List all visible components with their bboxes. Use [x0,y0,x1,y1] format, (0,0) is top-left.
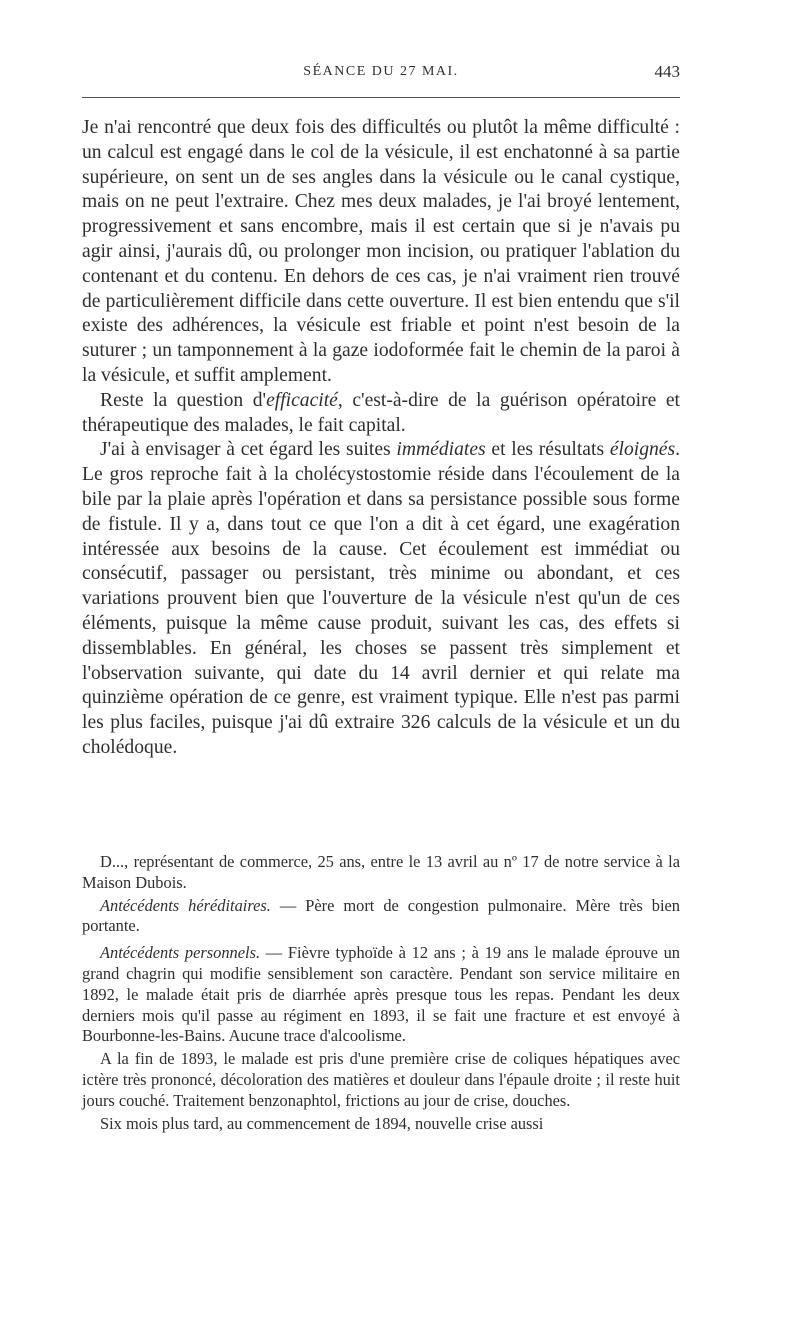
header-rule [82,97,680,98]
page-number: 443 [654,62,680,81]
running-header [82,62,680,88]
main-text [82,116,680,761]
second-crisis-paragraph: Six mois plus tard, au commencement de 1894, nouvelle crise aussi [100,1113,544,1133]
results-text-end: . Le gros reproche fait à la cholécystostomie réside dans l'écoulement de la bile par la plaie après l'opération et dans sa persistance possible sous forme de fistule. Il y a, dans tout ce que l'on a dit à cet égard, une exagération intéressée aux besoins de la cause. Cet écoulement est immédiat ou consécutif, passager ou persistant, très minime ou abondant, et ces variations prouvent bien que l'ouverture de la vésicule n'est qu'un de ces éléments, puisque la même cause produit, suivant les cas, des effets si dissemblables. En général, les choses se passent très simplement et l'observation suivante, qui date du 14 avril dernier et qui relate ma quinzième opération de ce genre, est vraiment typique. Elle n'est pas parmi les plus faciles, puisque j'ai dû extraire 326 calculs de la vésicule et un du cholédoque. [82,439,681,758]
observation-intro: D..., représentant de commerce, 25 ans, entre le 13 avril au nº 17 de notre service à la Maison Dubois. [82,852,680,892]
personal-text: — Fièvre typhoïde à 12 ans ; à 19 ans le malade éprouve un grand chagrin qui modifie sensiblement son caractère. Pendant son service militaire en 1892, le malade était pris de diarrhée après presque tous les repas. Pendant les deux derniers mois qu'il passe au régiment en 1893, il se fait une fracture et est envoyé à Bourbonne-les-Bains. Aucune trace d'alcoolisme. [82,943,680,1046]
efficacy-emphasis: efficacité [266,389,338,411]
hereditary-text: — Père mort de congestion pulmonaire. Mère très bien portante. [82,895,681,936]
efficacy-text-end: , c'est-à-dire de la guérison opératoire et thérapeutique des malades, le fait capital. [82,389,680,436]
running-title: SÉANCE DU 27 MAI. [303,64,459,79]
personal-label: Antécédents personnels. [100,943,261,963]
first-crisis-paragraph: A la fin de 1893, le malade est pris d'une première crise de coliques hépatiques avec ictère très prononcé, décoloration des matières et douleur dans l'épaule droite ; il reste huit jours couché. Traitement benzonaphtol, frictions au jour de crise, douches. [82,1049,680,1110]
paragraph-efficacy [82,389,680,439]
results-text-middle: et les résultats [485,439,610,461]
hereditary-label: Antécédents héréditaires. [100,895,271,915]
observation-section [82,852,680,1136]
distant-emphasis: éloignés [609,439,676,461]
personal-antecedents [82,943,680,1047]
efficacy-text-start: Reste la question d' [100,389,267,411]
paragraph-results [82,438,680,760]
results-text-start: J'ai à envisager à cet égard les suites [100,439,397,461]
hereditary-antecedents [82,896,680,938]
paragraph-difficulties: Je n'ai rencontré que deux fois des difficultés ou plutôt la même difficulté : un calcul est engagé dans le col de la vésicule, il est enchatonné à sa partie supérieure, on sent un de ses angles dans la vésicule ou le canal cystique, mais on ne peut l'extraire. Chez mes deux malades, je l'ai broyé lentement, progressivement et sans encombre, mais il est certain que si je n'avais pu agir ainsi, j'aurais dû, ou prolonger mon incision, ou pratiquer l'ablation du contenant et du contenu. En dehors de ces cas, je n'ai vraiment rien trouvé de particulièrement difficile dans cette ouverture. Il est bien entendu que s'il existe des adhérences, la vésicule est friable et point n'est besoin de la suturer ; un tamponnement à la gaze iodoformée fait le chemin de la paroi à la vésicule, et suffit amplement. [82,117,680,386]
immediate-emphasis: immédiates [396,439,486,461]
